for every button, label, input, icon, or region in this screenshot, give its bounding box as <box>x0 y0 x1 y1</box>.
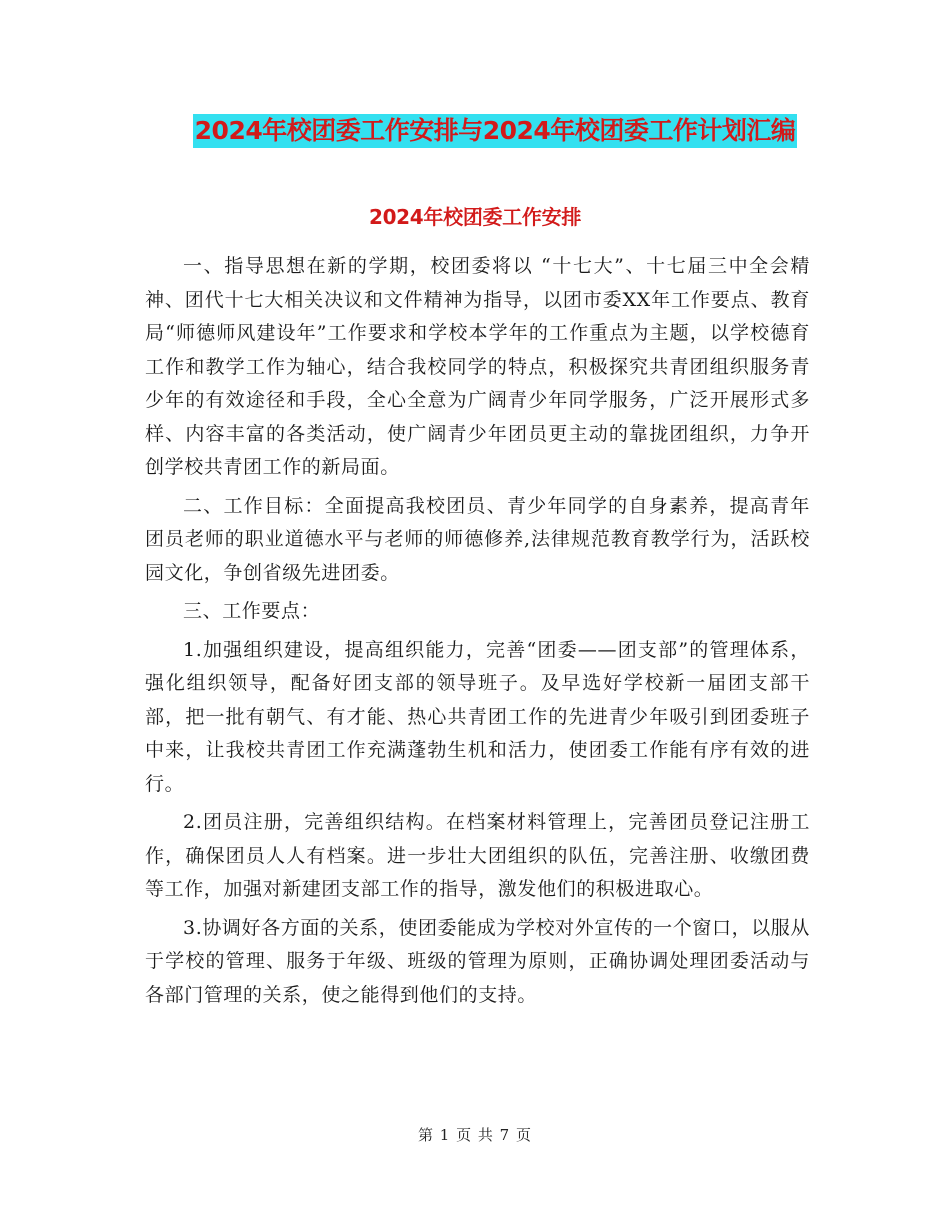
main-title: 2024年校团委工作安排与2024年校团委工作计划汇编 <box>193 114 798 148</box>
body-text <box>145 250 810 1017</box>
section-title: 2024年校团委工作安排 <box>368 205 582 229</box>
paragraph-guiding-ideology: 一、指导思想在新的学期，校团委将以 “十七大”、十七届三中全会精神、团代十七大相关决议和文件精神为指导，以团市委XX年工作要点、教育局“师德师风建设年”工作要求和学校本学年的工作重点为主题，以学校德育工作和教学工作为轴心，结合我校同学的特点，积极探究共青团组织服务青少年的有效途径和手段，全心全意为广阔青少年同学服务，广泛开展形式多样、内容丰富的各类活动，使广阔青少年团员更主动的靠拢团组织，力争开创学校共青团工作的新局面。 <box>145 255 810 478</box>
page-footer: 第 1 页 共 7 页 <box>418 1126 532 1144</box>
paragraph-work-points-heading: 三、工作要点： <box>183 600 321 622</box>
paragraph-work-goals: 二、工作目标：全面提高我校团员、青少年同学的自身素养，提高青年团员老师的职业道德水平与老师的师德修养,法律规范教育教学行为，活跃校园文化，争创省级先进团委。 <box>145 494 810 584</box>
main-title-wrapper <box>0 114 950 148</box>
paragraph-point-1: 1.加强组织建设，提高组织能力，完善“团委——团支部”的管理体系，强化组织领导，配备好团支部的领导班子。及早选好学校新一届团支部干部，把一批有朝气、有才能、热心共青团工作的先进青少年吸引到团委班子中来，让我校共青团工作充满蓬勃生机和活力，使团委工作能有序有效的进行。 <box>145 638 810 795</box>
paragraph-point-3: 3.协调好各方面的关系，使团委能成为学校对外宣传的一个窗口，以服从于学校的管理、服务于年级、班级的管理为原则，正确协调处理团委活动与各部门管理的关系，使之能得到他们的支持。 <box>145 916 810 1006</box>
paragraph-point-2: 2.团员注册，完善组织结构。在档案材料管理上，完善团员登记注册工作，确保团员人人有档案。进一步壮大团组织的队伍，完善注册、收缴团费等工作，加强对新建团支部工作的指导，激发他们的积极进取心。 <box>145 811 810 900</box>
